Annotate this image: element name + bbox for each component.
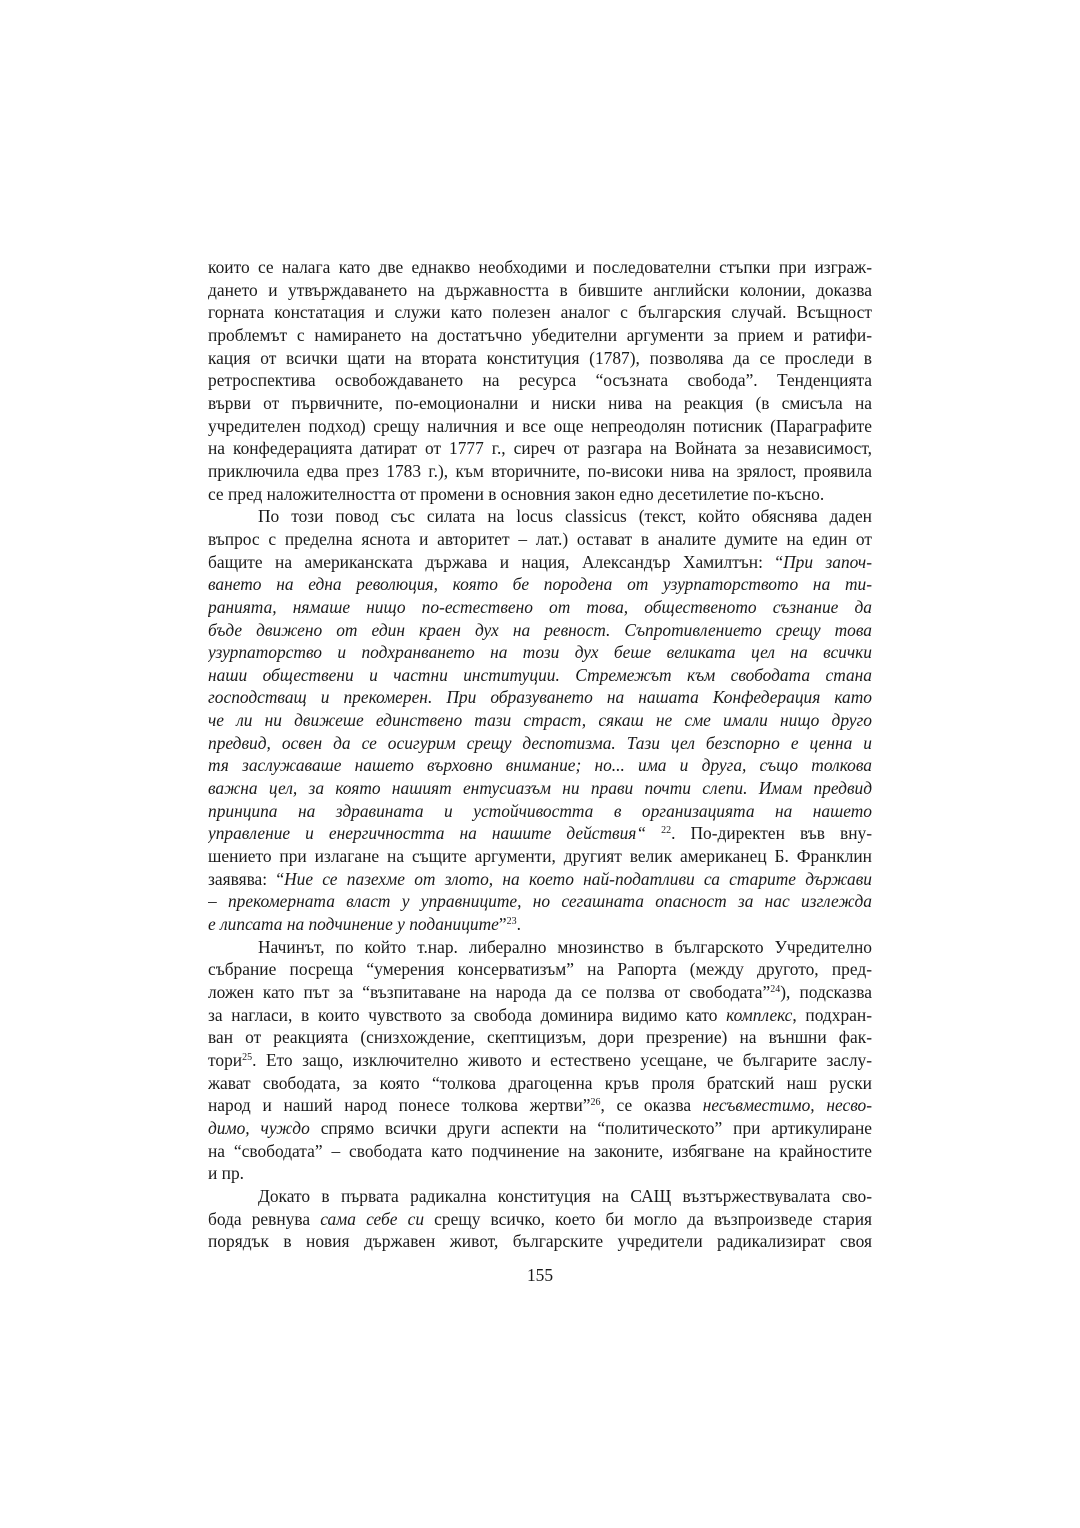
text-run: спрямо всички други аспекти на “политическото” при артикулиране	[309, 1117, 872, 1138]
text-line	[208, 528, 872, 551]
text-line	[208, 1185, 872, 1208]
text-run: бащите на американската държава и нация, Александър Хамилтън: “	[208, 551, 784, 572]
text-run: порядък в новия държавен живот, българските учредители радикализират своя	[208, 1231, 872, 1252]
paragraph	[208, 256, 872, 505]
text-run: .	[516, 914, 521, 935]
text-line	[208, 415, 872, 438]
text-line	[208, 301, 872, 324]
text-line	[208, 822, 872, 845]
text-line	[208, 845, 872, 868]
text-line	[208, 1026, 872, 1049]
text-run: на конфедерацията датират от 1777 г., сиреч от разгара на Войната за независимост,	[208, 438, 872, 459]
text-line	[208, 1072, 872, 1095]
italic-text: важна цел, за която нашият ентусиазъм ни прави почти слепи. Имам предвид	[208, 778, 872, 799]
page-number: 155	[526, 1265, 554, 1285]
text-run: върви от първичните, по-емоционални и ниски нива на реакция (в смисъла на	[208, 392, 872, 413]
text-run: на “свободата” – свободата като подчинение на законите, избягване на крайностите	[208, 1140, 872, 1161]
text-line	[208, 777, 872, 800]
italic-text: ването на една революция, която бе породена от узурпаторството на ти-	[208, 574, 872, 595]
text-line	[208, 1094, 872, 1117]
text-line	[208, 913, 872, 936]
italic-text: че ли ни движеше единствено тази страст, сякаш не сме имали нищо друго	[208, 710, 872, 731]
text-run: заявява: “	[208, 868, 285, 889]
italic-text: – прекомерната власт у управниците, но сегашната опасност за нас изглежда	[208, 891, 872, 912]
text-run: . По-директен във вну-	[671, 823, 872, 844]
text-line	[208, 324, 872, 347]
italic-text: комплекс	[726, 1004, 793, 1025]
footnote-ref: 25	[242, 1051, 253, 1063]
text-line	[208, 732, 872, 755]
text-run: срещу всичко, което би могло да възпроизведе стария	[424, 1208, 872, 1229]
text-line	[208, 1140, 872, 1163]
text-run: въпрос с пределна яснота и авторитет – лат.) остават в аналите думите на един от	[208, 528, 872, 549]
text-line	[208, 800, 872, 823]
text-run: ), подсказва	[780, 982, 872, 1002]
text-line	[208, 392, 872, 415]
text-run: , подхран-	[792, 1004, 872, 1025]
page-body	[208, 256, 872, 1320]
text-line	[208, 483, 872, 506]
text-run: дането и утвърждаването на държавността в бившите английски колонии, доказва	[208, 279, 872, 300]
text-run: бода ревнува	[208, 1208, 321, 1229]
text-run: проблемът с намирането на достатъчно убедителни аргументи за прием и ратифи-	[208, 324, 872, 345]
text-line	[208, 460, 872, 483]
text-line	[208, 686, 872, 709]
text-line	[208, 1208, 872, 1231]
italic-text: бъде движено от един краен дух на ревност. Съпротивлението срещу това	[208, 619, 872, 640]
text-run: шението при излагане на същите аргументи, другият велик американец Б. Франклин	[208, 846, 872, 867]
text-line	[208, 279, 872, 302]
text-run: за нагласи, в които чувството за свобода доминира видимо като	[208, 1004, 727, 1025]
text-line	[208, 936, 872, 959]
text-line	[208, 868, 872, 891]
text-run: събрание посреща “умерения консерватизъм” на Рапорта (между другото, пред-	[208, 959, 872, 980]
footnote-ref: 24	[770, 984, 781, 995]
text-line	[208, 1004, 872, 1027]
text-line	[208, 505, 872, 528]
text-line	[208, 890, 872, 913]
text-run: Докато в първата радикална конституция на САЩ възтържествувалата сво-	[258, 1185, 872, 1206]
footnote-ref: 26	[590, 1097, 601, 1109]
footnote-ref: 22	[661, 825, 672, 837]
italic-text: узурпаторство и подхранването на този дух беше великата цел на всички	[208, 642, 872, 663]
italic-text: управление и енергичността на нашите действия“	[208, 823, 647, 844]
text-line	[208, 664, 872, 687]
text-run: По този повод със силата на locus classicus (текст, който обяснява даден	[258, 506, 872, 527]
text-run: се пред наложителността от промени в основния закон едно десетилетие по-късно.	[208, 483, 825, 504]
text-run: ретроспектива освобождаването на ресурса “осъзната свобода”. Тенденцията	[208, 370, 872, 391]
italic-text: е липсата на подчинение у поданиците	[208, 914, 499, 935]
italic-text: тя заслужаваше нашето върховно внимание; но... има и друга, също толкова	[208, 755, 872, 776]
text-line	[208, 619, 872, 642]
text-line	[208, 1230, 872, 1253]
text-run: , се оказва	[600, 1095, 703, 1116]
text-line	[208, 551, 872, 574]
text-run: ложен като път за “възпитаване на народа да се ползва от свободата”	[208, 982, 771, 1002]
text-run: и пр.	[208, 1163, 245, 1184]
text-line	[208, 981, 872, 1004]
text-run: ван от реакцията (снизхождение, скептицизъм, дори презрение) на външни фак-	[208, 1027, 872, 1048]
text-line	[208, 641, 872, 664]
text-line	[208, 437, 872, 460]
italic-text: принципа на здравината и устойчивостта в организацията на нашето	[208, 800, 872, 821]
italic-text: несъвместимо, несво-	[702, 1095, 872, 1116]
italic-text: предвид, освен да се осигурим срещу деспотизма. Тази цел безспорно е ценна и	[208, 732, 872, 753]
text-run: народ и наший народ понесе толкова жертви”	[208, 1095, 591, 1116]
italic-text: наши обществени и частни институции. Стремежът към свободата стана	[208, 664, 872, 685]
italic-text: димо, чуждо	[208, 1117, 310, 1138]
text-line	[208, 709, 872, 732]
text-line	[208, 596, 872, 619]
italic-text: сама себе си	[320, 1208, 425, 1229]
text-line	[208, 573, 872, 596]
text-run: Начинът, по който т.нар. либерално мнозинство в българското Учредително	[258, 936, 872, 957]
paragraph	[208, 936, 872, 1185]
text-line	[208, 256, 872, 279]
text-run: тори	[208, 1049, 243, 1070]
text-line	[208, 1162, 872, 1185]
text-line	[208, 1049, 872, 1072]
body-text	[208, 256, 872, 1253]
italic-text: ранията, нямаше нищо по-естествено от това, общественото съзнание да	[208, 596, 872, 617]
text-line	[208, 754, 872, 777]
text-run: . Ето защо, изключително живото и естествено усещане, че българите заслу-	[252, 1049, 872, 1070]
text-line	[208, 1117, 872, 1140]
footnote-ref: 23	[506, 916, 517, 928]
text-run: горната констатация и служи като полезен аналог с българския случай. Всъщност	[208, 302, 872, 323]
text-run	[646, 823, 661, 843]
italic-text: При започ-	[783, 551, 872, 572]
italic-text: господстващ и прекомерен. При образуването на нашата Конфедерация като	[208, 687, 872, 708]
text-line	[208, 958, 872, 981]
text-run: кация от всички щати на втората конституция (1787), позволява да се проследи в	[208, 347, 872, 368]
text-run: жават свободата, за която “толкова драгоценна кръв проля братский наш руски	[208, 1072, 872, 1093]
text-line	[208, 347, 872, 370]
text-line	[208, 369, 872, 392]
paragraph	[208, 505, 872, 935]
text-run: ”	[498, 914, 507, 935]
italic-text: Ние се пазехме от злото, на което най-податливи са старите държави	[284, 868, 872, 889]
text-run: приключила едва през 1783 г.), към вторичните, по-високи нива на зрялост, проявила	[208, 460, 872, 481]
text-run: които се налага като две еднакво необходими и последователни стъпки при изграж-	[208, 257, 872, 277]
paragraph	[208, 1185, 872, 1253]
text-run: учредителен подход) срещу наличния и все още непреодолян потисник (Параграфите	[208, 415, 872, 436]
